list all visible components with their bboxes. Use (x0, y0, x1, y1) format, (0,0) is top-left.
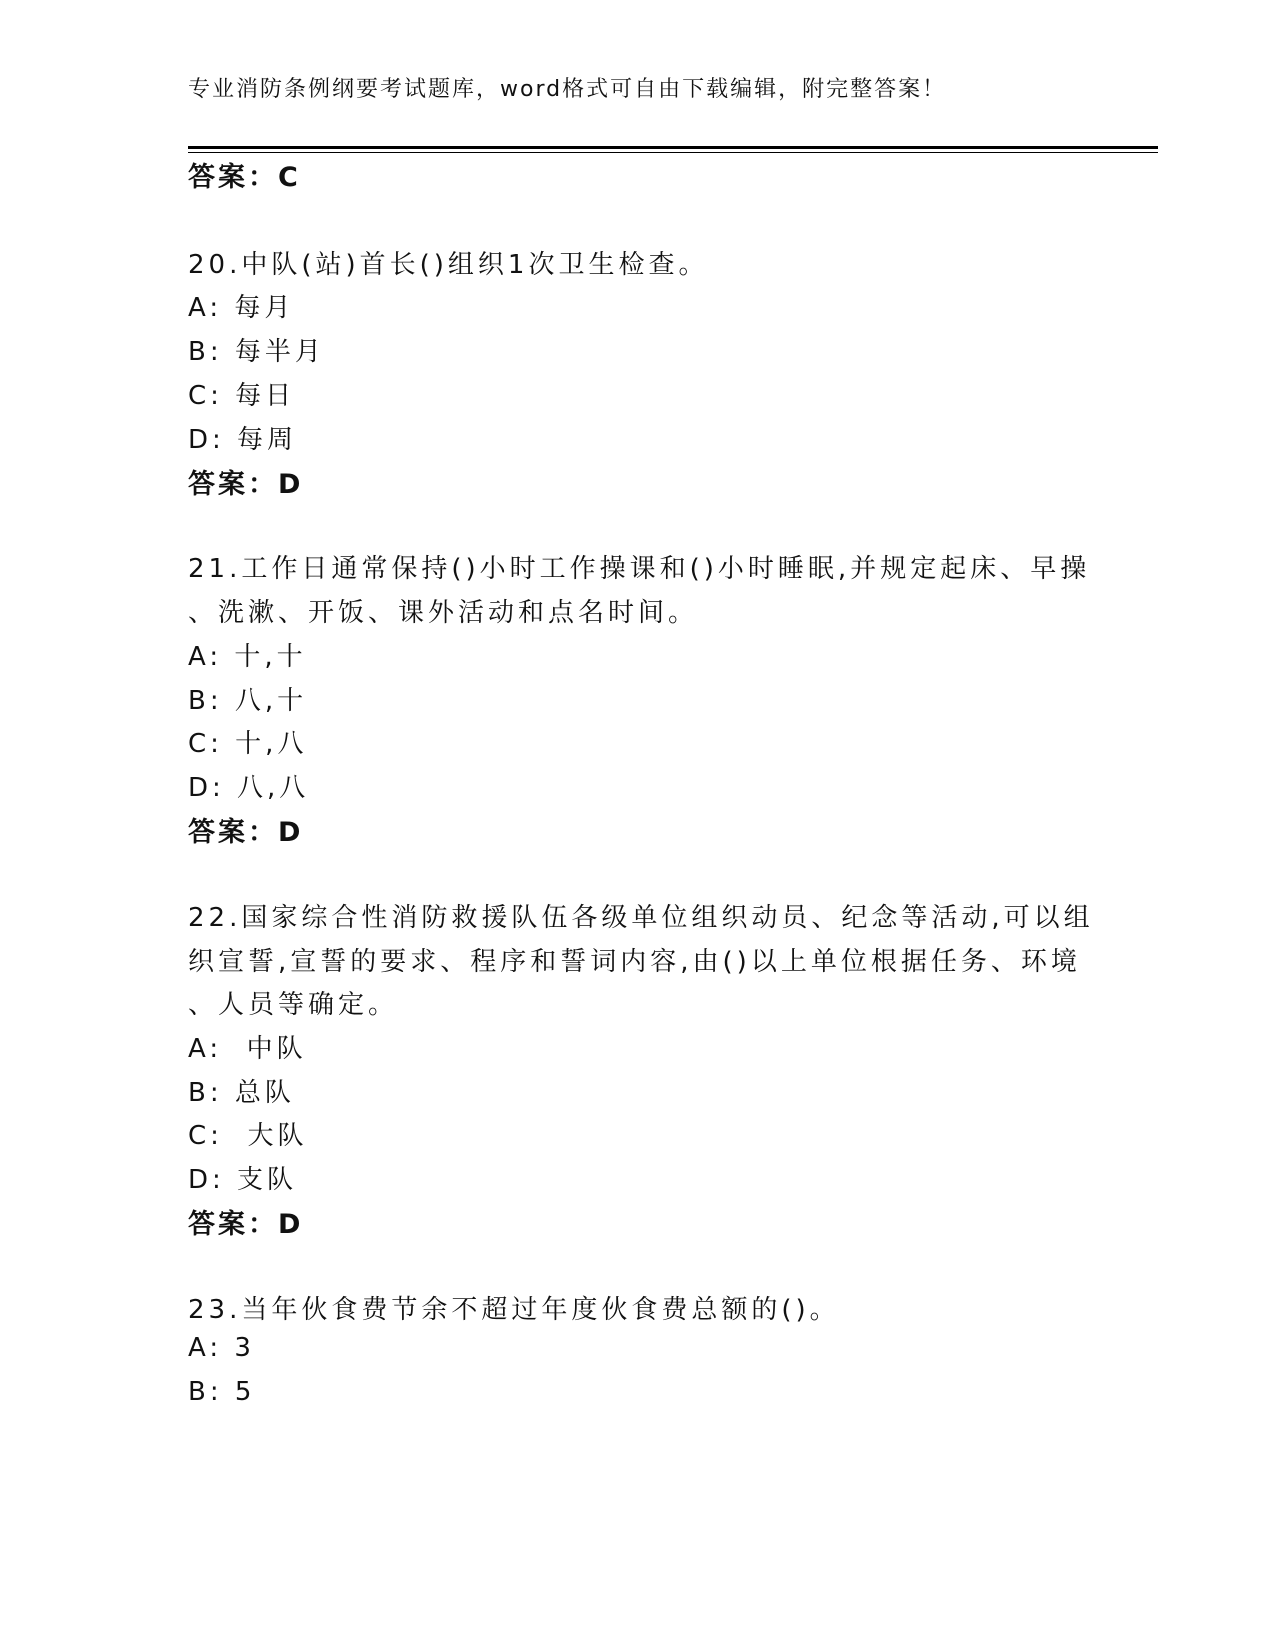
option-d: D: 每周 (188, 425, 298, 455)
answer-line: 答案：D (188, 469, 304, 500)
answer-line: 答案：D (188, 1209, 304, 1240)
answer-line: 答案：D (188, 817, 304, 848)
option-c: C: 十,八 (188, 729, 308, 759)
header-rule (188, 146, 1158, 149)
option-c: C: 每日 (188, 381, 296, 411)
question-22-text-cont: 织宣誓,宣誓的要求、程序和誓词内容,由()以上单位根据任务、环境 (188, 947, 1081, 977)
option-c: C: 大队 (188, 1121, 308, 1151)
option-b: B: 八,十 (188, 686, 308, 716)
question-21-text: 21.工作日通常保持()小时工作操课和()小时睡眠,并规定起床、早操 (188, 554, 1091, 584)
answer-line: 答案：C (188, 162, 301, 193)
option-b: B: 5 (188, 1377, 256, 1407)
option-a: A: 每月 (188, 293, 295, 323)
question-21-text-cont: 、洗漱、开饭、课外活动和点名时间。 (188, 598, 699, 628)
option-d: D: 八,八 (188, 773, 310, 803)
question-22-text-cont-2: 、人员等确定。 (188, 990, 399, 1020)
page-header-text: 专业消防条例纲要考试题库，word格式可自由下载编辑，附完整答案！ (188, 77, 947, 102)
question-22-text: 22.国家综合性消防救援队伍各级单位组织动员、纪念等活动,可以组 (188, 903, 1094, 933)
option-b: B: 总队 (188, 1078, 295, 1108)
option-a: A: 十,十 (188, 642, 307, 672)
option-a: A: 3 (188, 1333, 255, 1363)
option-d: D: 支队 (188, 1165, 298, 1195)
question-23-text: 23.当年伙食费节余不超过年度伙食费总额的()。 (188, 1295, 840, 1325)
header-rule-thin (188, 152, 1158, 153)
question-20-text: 20.中队(站)首长()组织1次卫生检查。 (188, 250, 709, 280)
option-a: A: 中队 (188, 1034, 307, 1064)
option-b: B: 每半月 (188, 337, 325, 367)
